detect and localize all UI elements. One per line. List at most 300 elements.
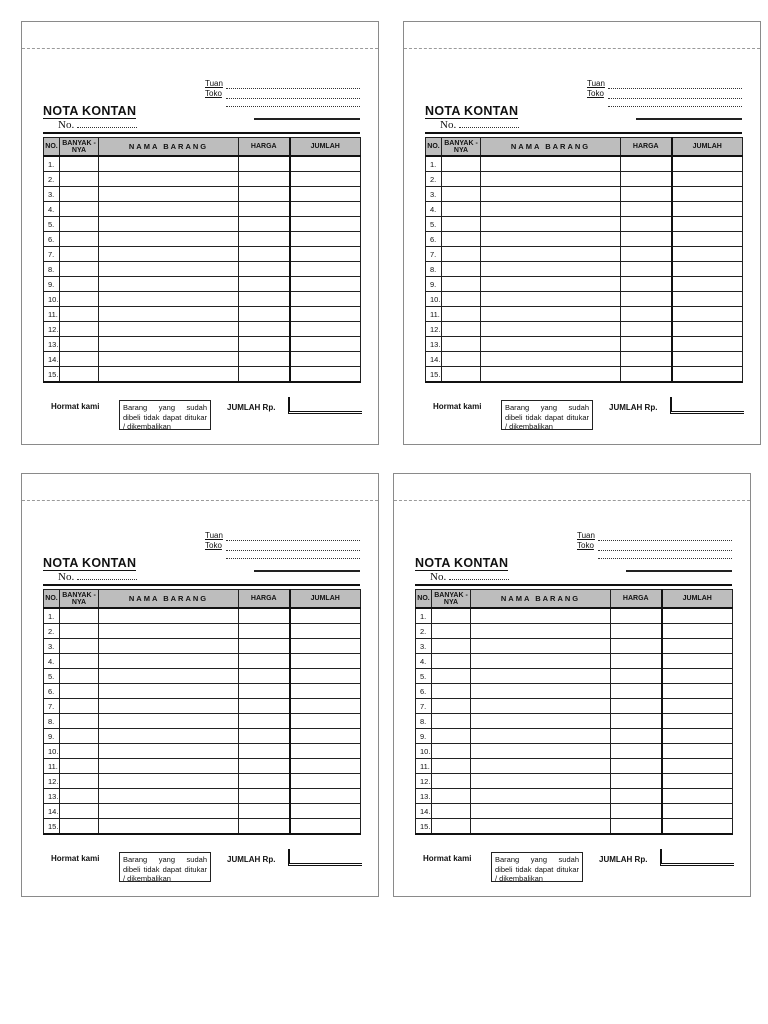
amount-cell[interactable] (672, 202, 743, 217)
price-cell[interactable] (621, 337, 672, 352)
amount-cell[interactable] (290, 337, 361, 352)
amount-cell[interactable] (672, 292, 743, 307)
column-header-jumlah: JUMLAH (662, 590, 733, 609)
price-cell[interactable] (239, 654, 290, 669)
item-name-cell[interactable] (471, 774, 611, 789)
quantity-cell[interactable] (60, 217, 99, 232)
quantity-cell[interactable] (60, 654, 99, 669)
amount-cell[interactable] (290, 202, 361, 217)
quantity-cell[interactable] (60, 367, 99, 383)
perforation-line (22, 500, 378, 501)
address-field[interactable] (226, 558, 360, 559)
amount-cell[interactable] (290, 322, 361, 337)
amount-cell[interactable] (662, 699, 733, 714)
tuan-field[interactable] (226, 88, 360, 89)
item-name-cell[interactable] (99, 352, 239, 367)
item-name-cell[interactable] (99, 744, 239, 759)
price-cell[interactable] (621, 217, 672, 232)
item-name-cell[interactable] (471, 744, 611, 759)
item-name-cell[interactable] (471, 759, 611, 774)
price-cell[interactable] (621, 187, 672, 202)
total-amount-field[interactable] (288, 849, 362, 866)
row-number: 10. (44, 292, 60, 307)
quantity-cell[interactable] (432, 729, 471, 744)
quantity-cell[interactable] (60, 804, 99, 819)
amount-cell[interactable] (662, 608, 733, 624)
price-cell[interactable] (239, 247, 290, 262)
price-cell[interactable] (621, 247, 672, 262)
address-field[interactable] (598, 558, 732, 559)
quantity-cell[interactable] (60, 774, 99, 789)
row-number: 11. (426, 307, 442, 322)
column-header-jumlah: JUMLAH (672, 138, 743, 157)
price-cell[interactable] (239, 699, 290, 714)
item-name-cell[interactable] (481, 367, 621, 383)
price-cell[interactable] (611, 608, 662, 624)
quantity-cell[interactable] (60, 172, 99, 187)
amount-cell[interactable] (662, 639, 733, 654)
item-name-cell[interactable] (481, 292, 621, 307)
price-cell[interactable] (239, 337, 290, 352)
item-name-cell[interactable] (99, 804, 239, 819)
price-cell[interactable] (611, 819, 662, 835)
item-name-cell[interactable] (471, 729, 611, 744)
amount-cell[interactable] (290, 699, 361, 714)
price-cell[interactable] (239, 759, 290, 774)
item-name-cell[interactable] (471, 684, 611, 699)
price-cell[interactable] (611, 729, 662, 744)
amount-cell[interactable] (672, 232, 743, 247)
total-amount-field[interactable] (288, 397, 362, 414)
price-cell[interactable] (239, 684, 290, 699)
price-cell[interactable] (239, 232, 290, 247)
table-row (44, 789, 361, 804)
quantity-cell[interactable] (60, 352, 99, 367)
item-name-cell[interactable] (481, 247, 621, 262)
amount-cell[interactable] (672, 277, 743, 292)
item-name-cell[interactable] (99, 669, 239, 684)
amount-cell[interactable] (290, 262, 361, 277)
amount-cell[interactable] (290, 277, 361, 292)
price-cell[interactable] (239, 156, 290, 172)
price-cell[interactable] (239, 187, 290, 202)
item-name-cell[interactable] (99, 729, 239, 744)
amount-cell[interactable] (672, 187, 743, 202)
item-name-cell[interactable] (99, 322, 239, 337)
item-name-cell[interactable] (99, 819, 239, 835)
item-name-cell[interactable] (99, 217, 239, 232)
item-name-cell[interactable] (471, 624, 611, 639)
price-cell[interactable] (239, 172, 290, 187)
item-name-cell[interactable] (99, 187, 239, 202)
invoice-number[interactable] (440, 119, 519, 131)
price-cell[interactable] (239, 202, 290, 217)
table-row (44, 307, 361, 322)
table-row (416, 744, 733, 759)
table-row (44, 172, 361, 187)
price-cell[interactable] (621, 352, 672, 367)
invoice-number[interactable] (430, 571, 509, 583)
quantity-cell[interactable] (432, 669, 471, 684)
amount-cell[interactable] (290, 789, 361, 804)
item-name-cell[interactable] (471, 639, 611, 654)
total-amount-field[interactable] (660, 849, 734, 866)
quantity-cell[interactable] (442, 322, 481, 337)
row-number: 5. (44, 669, 60, 684)
price-cell[interactable] (621, 232, 672, 247)
amount-cell[interactable] (672, 156, 743, 172)
tuan-field[interactable] (608, 88, 742, 89)
price-cell[interactable] (611, 804, 662, 819)
quantity-cell[interactable] (60, 789, 99, 804)
quantity-cell[interactable] (60, 277, 99, 292)
quantity-cell[interactable] (442, 367, 481, 383)
row-number: 9. (426, 277, 442, 292)
item-name-cell[interactable] (99, 714, 239, 729)
quantity-cell[interactable] (432, 699, 471, 714)
amount-cell[interactable] (672, 352, 743, 367)
price-cell[interactable] (239, 292, 290, 307)
quantity-cell[interactable] (60, 202, 99, 217)
table-row (416, 729, 733, 744)
item-name-cell[interactable] (99, 774, 239, 789)
quantity-cell[interactable] (60, 262, 99, 277)
quantity-cell[interactable] (442, 202, 481, 217)
form-title: NOTA KONTAN (425, 104, 519, 118)
quantity-cell[interactable] (432, 819, 471, 835)
item-name-cell[interactable] (481, 202, 621, 217)
item-name-cell[interactable] (99, 247, 239, 262)
item-name-cell[interactable] (99, 292, 239, 307)
item-name-cell[interactable] (471, 654, 611, 669)
toko-field[interactable] (608, 98, 742, 99)
price-cell[interactable] (621, 172, 672, 187)
price-cell[interactable] (239, 669, 290, 684)
amount-cell[interactable] (662, 684, 733, 699)
signature-line (636, 118, 742, 120)
column-header-harga: HARGA (239, 138, 290, 157)
table-row (44, 774, 361, 789)
quantity-cell[interactable] (442, 217, 481, 232)
table-row (416, 639, 733, 654)
quantity-cell[interactable] (60, 669, 99, 684)
price-cell[interactable] (239, 819, 290, 835)
quantity-cell[interactable] (442, 172, 481, 187)
signature-line (626, 570, 732, 572)
price-cell[interactable] (239, 367, 290, 383)
quantity-cell[interactable] (442, 352, 481, 367)
price-cell[interactable] (621, 322, 672, 337)
price-cell[interactable] (239, 307, 290, 322)
amount-cell[interactable] (290, 684, 361, 699)
quantity-cell[interactable] (60, 247, 99, 262)
row-number: 2. (44, 172, 60, 187)
address-field[interactable] (226, 106, 360, 107)
quantity-cell[interactable] (442, 187, 481, 202)
amount-cell[interactable] (290, 307, 361, 322)
item-name-cell[interactable] (99, 156, 239, 172)
toko-field[interactable] (598, 550, 732, 551)
amount-cell[interactable] (662, 819, 733, 835)
amount-cell[interactable] (290, 729, 361, 744)
price-cell[interactable] (611, 744, 662, 759)
quantity-cell[interactable] (432, 774, 471, 789)
column-header-no: NO. (44, 590, 60, 609)
amount-cell[interactable] (290, 247, 361, 262)
amount-cell[interactable] (662, 804, 733, 819)
amount-cell[interactable] (290, 759, 361, 774)
quantity-cell[interactable] (60, 292, 99, 307)
price-cell[interactable] (611, 654, 662, 669)
item-name-cell[interactable] (99, 307, 239, 322)
quantity-cell[interactable] (432, 624, 471, 639)
amount-cell[interactable] (662, 729, 733, 744)
price-cell[interactable] (239, 639, 290, 654)
item-name-cell[interactable] (99, 759, 239, 774)
amount-cell[interactable] (662, 654, 733, 669)
item-name-cell[interactable] (99, 684, 239, 699)
item-name-cell[interactable] (481, 187, 621, 202)
item-name-cell[interactable] (99, 337, 239, 352)
quantity-cell[interactable] (60, 729, 99, 744)
item-name-cell[interactable] (481, 217, 621, 232)
invoice-number[interactable] (58, 571, 137, 583)
row-number: 13. (416, 789, 432, 804)
row-number: 4. (426, 202, 442, 217)
invoice-number[interactable] (58, 119, 137, 131)
quantity-cell[interactable] (432, 714, 471, 729)
item-name-cell[interactable] (471, 699, 611, 714)
quantity-cell[interactable] (60, 744, 99, 759)
price-cell[interactable] (611, 639, 662, 654)
amount-cell[interactable] (662, 789, 733, 804)
price-cell[interactable] (611, 774, 662, 789)
quantity-cell[interactable] (442, 292, 481, 307)
price-cell[interactable] (239, 624, 290, 639)
price-cell[interactable] (611, 669, 662, 684)
tuan-field[interactable] (226, 540, 360, 541)
amount-cell[interactable] (672, 337, 743, 352)
column-header-banyaknya: BANYAK -NYA (60, 590, 99, 609)
price-cell[interactable] (239, 608, 290, 624)
row-number: 1. (416, 608, 432, 624)
amount-cell[interactable] (662, 669, 733, 684)
quantity-cell[interactable] (60, 759, 99, 774)
amount-cell[interactable] (290, 292, 361, 307)
quantity-cell[interactable] (60, 307, 99, 322)
row-number: 4. (416, 654, 432, 669)
quantity-cell[interactable] (60, 156, 99, 172)
item-name-cell[interactable] (481, 307, 621, 322)
price-cell[interactable] (239, 774, 290, 789)
price-cell[interactable] (611, 714, 662, 729)
quantity-cell[interactable] (432, 639, 471, 654)
quantity-cell[interactable] (60, 684, 99, 699)
quantity-cell[interactable] (60, 714, 99, 729)
address-field[interactable] (608, 106, 742, 107)
item-name-cell[interactable] (99, 654, 239, 669)
item-name-cell[interactable] (481, 156, 621, 172)
quantity-cell[interactable] (432, 654, 471, 669)
row-number: 12. (44, 322, 60, 337)
toko-field[interactable] (226, 98, 360, 99)
price-cell[interactable] (239, 262, 290, 277)
item-name-cell[interactable] (99, 262, 239, 277)
amount-cell[interactable] (290, 744, 361, 759)
column-header-no: NO. (44, 138, 60, 157)
quantity-cell[interactable] (60, 232, 99, 247)
amount-cell[interactable] (662, 774, 733, 789)
quantity-cell[interactable] (442, 337, 481, 352)
row-number: 14. (416, 804, 432, 819)
price-cell[interactable] (621, 202, 672, 217)
price-cell[interactable] (239, 352, 290, 367)
form-title: NOTA KONTAN (415, 556, 509, 570)
row-number: 12. (426, 322, 442, 337)
quantity-cell[interactable] (432, 684, 471, 699)
item-name-cell[interactable] (481, 352, 621, 367)
price-cell[interactable] (621, 367, 672, 383)
amount-cell[interactable] (290, 654, 361, 669)
price-cell[interactable] (239, 277, 290, 292)
row-number: 1. (44, 608, 60, 624)
quantity-cell[interactable] (432, 789, 471, 804)
item-name-cell[interactable] (481, 322, 621, 337)
item-name-cell[interactable] (99, 172, 239, 187)
amount-cell[interactable] (662, 714, 733, 729)
item-name-cell[interactable] (99, 639, 239, 654)
price-cell[interactable] (621, 262, 672, 277)
price-cell[interactable] (611, 699, 662, 714)
quantity-cell[interactable] (60, 639, 99, 654)
price-cell[interactable] (239, 744, 290, 759)
amount-cell[interactable] (662, 624, 733, 639)
price-cell[interactable] (611, 684, 662, 699)
price-cell[interactable] (621, 292, 672, 307)
amount-cell[interactable] (672, 247, 743, 262)
quantity-cell[interactable] (442, 247, 481, 262)
quantity-cell[interactable] (432, 804, 471, 819)
quantity-cell[interactable] (60, 624, 99, 639)
amount-cell[interactable] (672, 307, 743, 322)
quantity-cell[interactable] (442, 277, 481, 292)
amount-cell[interactable] (290, 624, 361, 639)
quantity-cell[interactable] (442, 156, 481, 172)
price-cell[interactable] (611, 624, 662, 639)
amount-cell[interactable] (290, 232, 361, 247)
quantity-cell[interactable] (432, 759, 471, 774)
item-name-cell[interactable] (481, 337, 621, 352)
amount-cell[interactable] (290, 352, 361, 367)
item-name-cell[interactable] (481, 172, 621, 187)
column-header-nama-barang: NAMA BARANG (99, 590, 239, 609)
row-number: 7. (426, 247, 442, 262)
table-row (44, 337, 361, 352)
item-name-cell[interactable] (481, 262, 621, 277)
nota-kontan-form-3 (21, 473, 379, 897)
quantity-cell[interactable] (432, 608, 471, 624)
price-cell[interactable] (239, 729, 290, 744)
amount-cell[interactable] (672, 262, 743, 277)
item-name-cell[interactable] (99, 624, 239, 639)
price-cell[interactable] (239, 789, 290, 804)
quantity-cell[interactable] (60, 608, 99, 624)
form-title: NOTA KONTAN (43, 556, 137, 570)
quantity-cell[interactable] (60, 819, 99, 835)
quantity-cell[interactable] (432, 744, 471, 759)
amount-cell[interactable] (290, 639, 361, 654)
amount-cell[interactable] (290, 804, 361, 819)
column-header-harga: HARGA (621, 138, 672, 157)
quantity-cell[interactable] (60, 699, 99, 714)
item-name-cell[interactable] (471, 819, 611, 835)
quantity-cell[interactable] (442, 262, 481, 277)
table-row (44, 699, 361, 714)
amount-cell[interactable] (290, 608, 361, 624)
quantity-cell[interactable] (442, 232, 481, 247)
item-name-cell[interactable] (99, 202, 239, 217)
quantity-cell[interactable] (442, 307, 481, 322)
price-cell[interactable] (621, 156, 672, 172)
amount-cell[interactable] (290, 156, 361, 172)
item-name-cell[interactable] (99, 232, 239, 247)
price-cell[interactable] (239, 217, 290, 232)
amount-cell[interactable] (672, 217, 743, 232)
price-cell[interactable] (239, 322, 290, 337)
price-cell[interactable] (611, 759, 662, 774)
item-name-cell[interactable] (471, 789, 611, 804)
item-name-cell[interactable] (99, 367, 239, 383)
item-name-cell[interactable] (481, 232, 621, 247)
price-cell[interactable] (621, 307, 672, 322)
price-cell[interactable] (239, 804, 290, 819)
items-table (43, 137, 361, 383)
tuan-field[interactable] (598, 540, 732, 541)
item-name-cell[interactable] (471, 804, 611, 819)
amount-cell[interactable] (672, 322, 743, 337)
amount-cell[interactable] (290, 714, 361, 729)
amount-cell[interactable] (290, 187, 361, 202)
price-cell[interactable] (239, 714, 290, 729)
item-name-cell[interactable] (471, 669, 611, 684)
item-name-cell[interactable] (99, 789, 239, 804)
amount-cell[interactable] (290, 172, 361, 187)
total-amount-field[interactable] (670, 397, 744, 414)
toko-field[interactable] (226, 550, 360, 551)
amount-cell[interactable] (672, 172, 743, 187)
quantity-cell[interactable] (60, 337, 99, 352)
amount-cell[interactable] (662, 759, 733, 774)
amount-cell[interactable] (290, 367, 361, 383)
item-name-cell[interactable] (99, 699, 239, 714)
price-cell[interactable] (611, 789, 662, 804)
item-name-cell[interactable] (481, 277, 621, 292)
amount-cell[interactable] (662, 744, 733, 759)
item-name-cell[interactable] (99, 277, 239, 292)
quantity-cell[interactable] (60, 187, 99, 202)
amount-cell[interactable] (672, 367, 743, 383)
amount-cell[interactable] (290, 819, 361, 835)
table-row (44, 804, 361, 819)
amount-cell[interactable] (290, 774, 361, 789)
price-cell[interactable] (621, 277, 672, 292)
item-name-cell[interactable] (471, 714, 611, 729)
item-name-cell[interactable] (99, 608, 239, 624)
item-name-cell[interactable] (471, 608, 611, 624)
amount-cell[interactable] (290, 669, 361, 684)
amount-cell[interactable] (290, 217, 361, 232)
quantity-cell[interactable] (60, 322, 99, 337)
